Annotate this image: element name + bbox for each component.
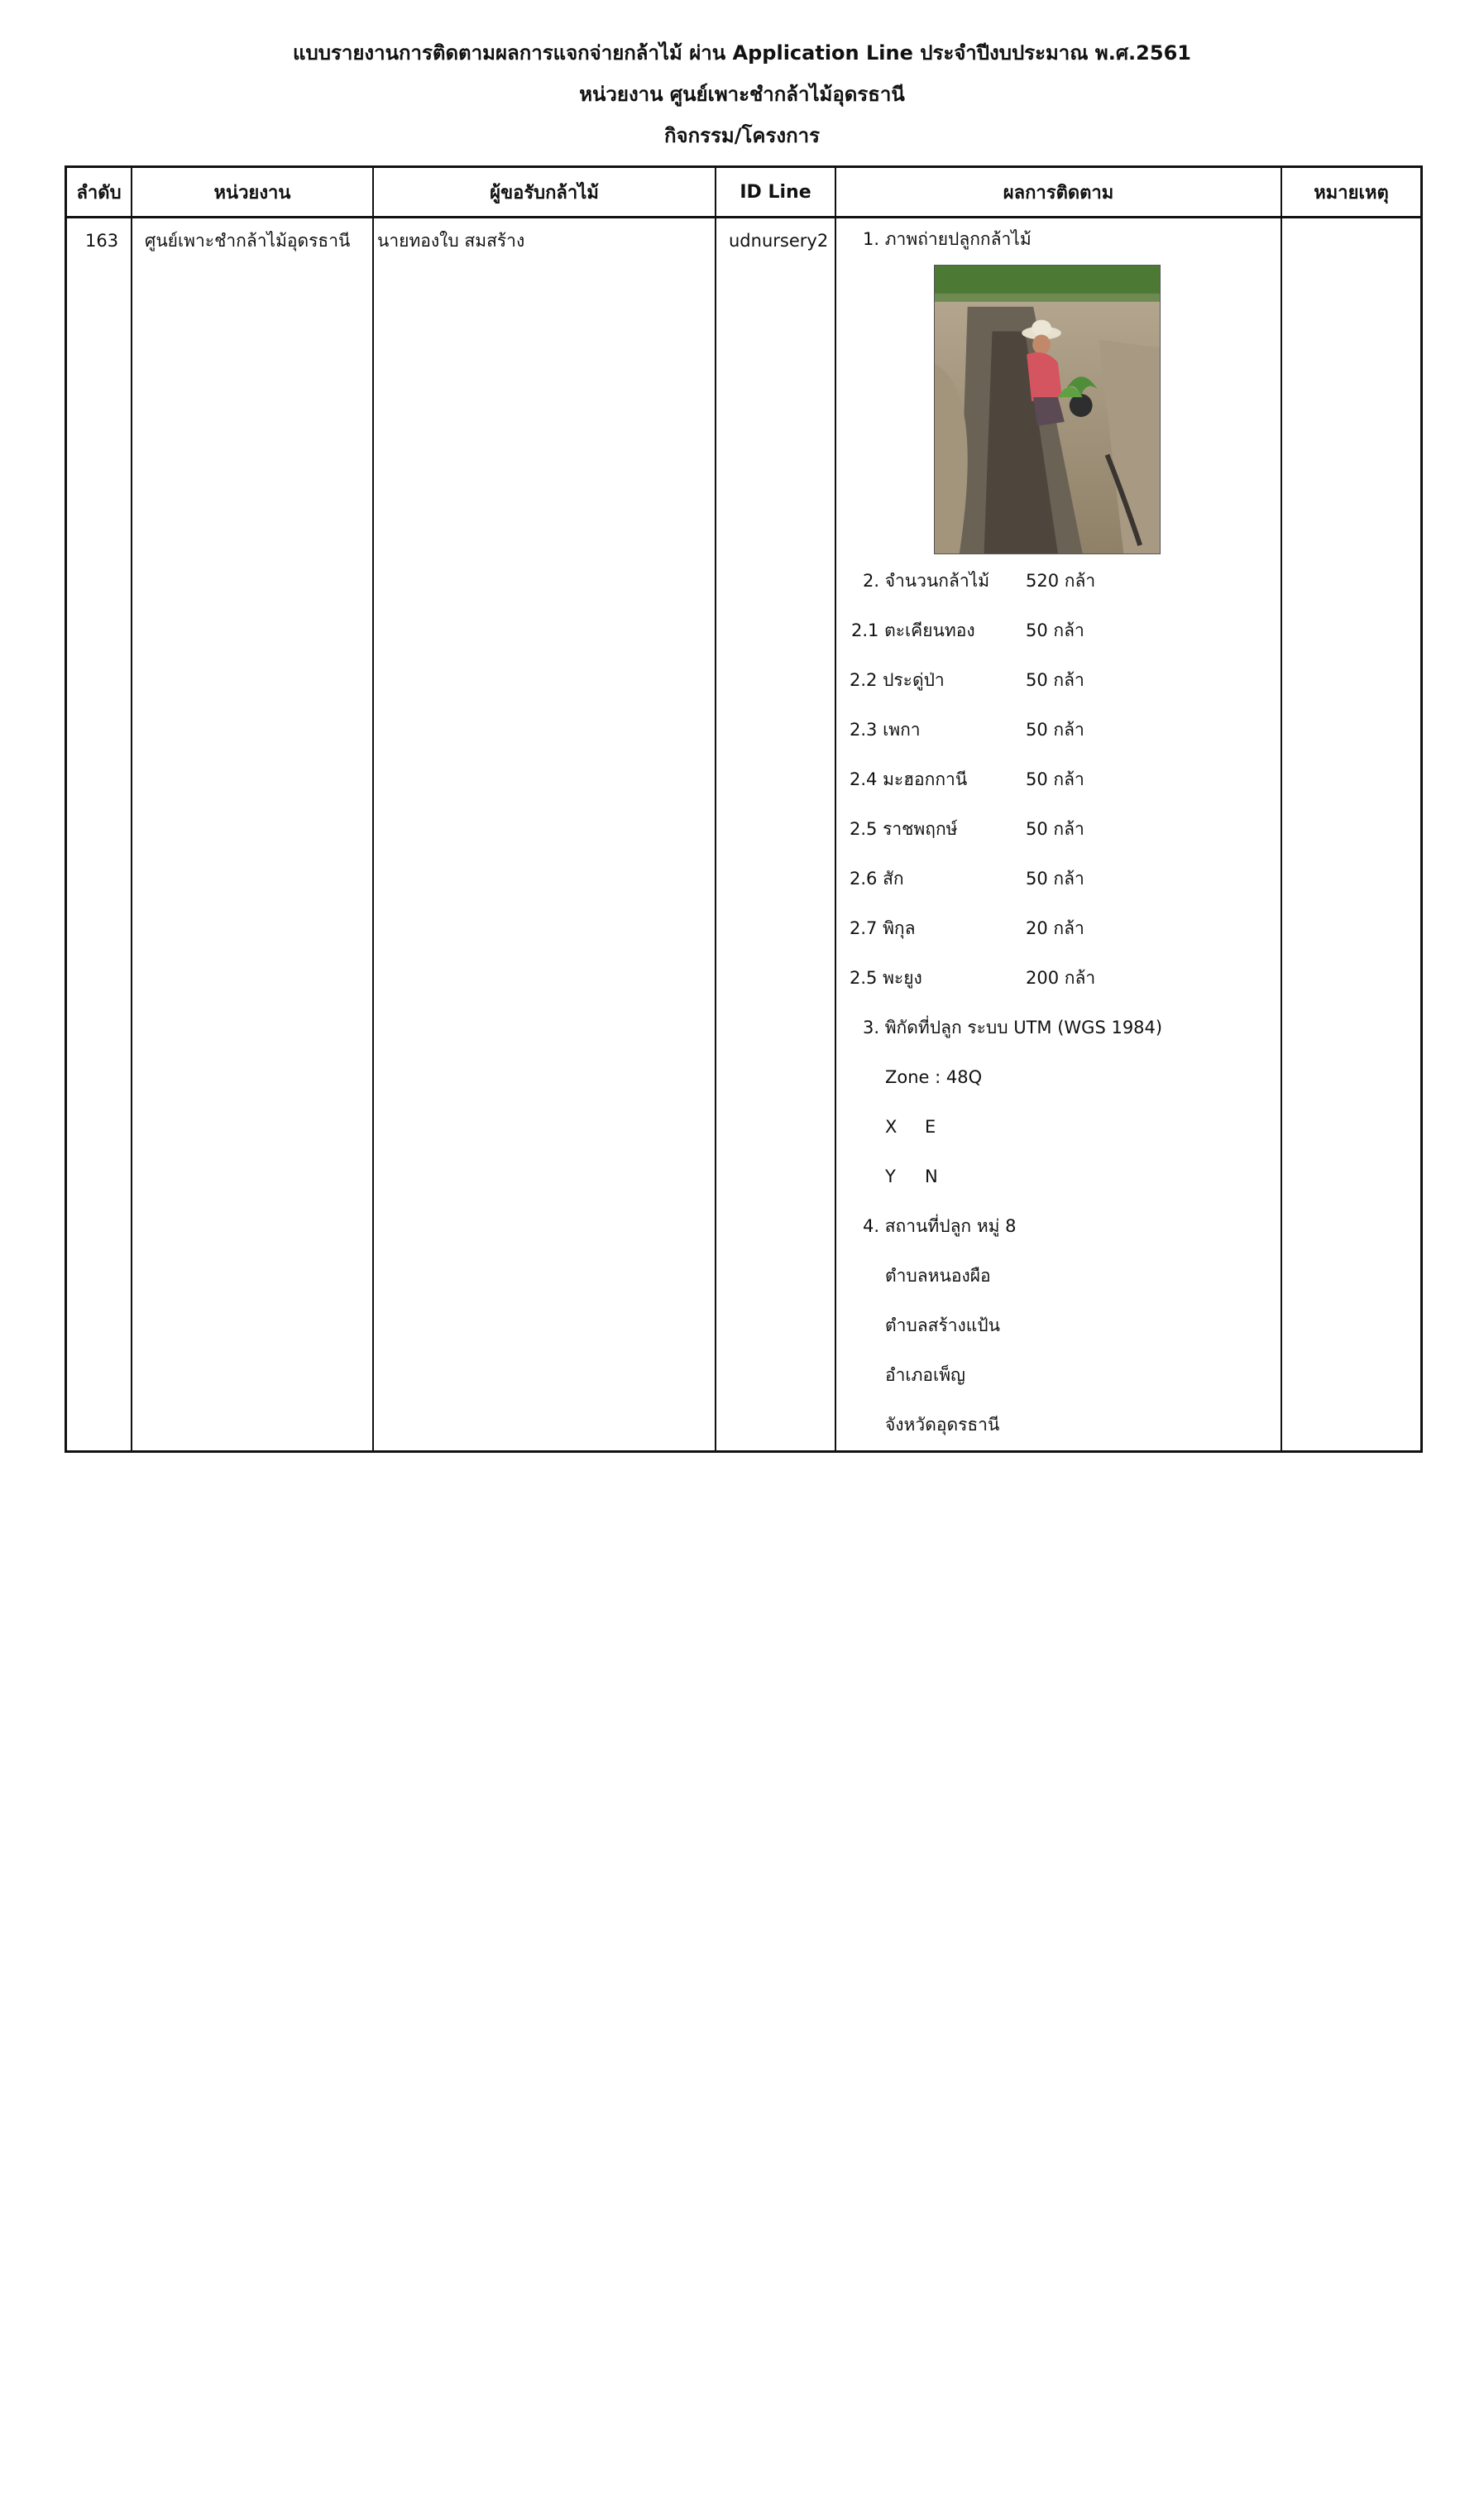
species-qty: 200 กล้า <box>1026 968 1096 988</box>
species-qty: 50 กล้า <box>1026 819 1084 839</box>
location-line: จังหวัดอุดรธานี <box>885 1415 1000 1435</box>
utm-x-value: E <box>925 1117 936 1137</box>
utm-x-label: X <box>885 1117 898 1137</box>
species-name: 2.5 พะยูง <box>850 968 922 988</box>
header-follow-up: ผลการติดตาม <box>1003 182 1114 204</box>
species-name: 2.5 ราชพฤกษ์ <box>850 819 958 839</box>
utm-zone: Zone : 48Q <box>885 1067 983 1087</box>
seedling-count-total: 520 กล้า <box>1026 571 1096 591</box>
header-remarks: หมายเหตุ <box>1314 182 1389 204</box>
report-agency: หน่วยงาน ศูนย์เพาะชำกล้าไม้อุดรธานี <box>579 83 905 106</box>
species-name: 2.6 สัก <box>850 869 904 889</box>
seedling-count-heading: 2. จำนวนกล้าไม้ <box>863 571 990 591</box>
report-table <box>65 165 1423 1453</box>
location-line: ตำบลหนองผือ <box>885 1266 991 1286</box>
row-agency: ศูนย์เพาะชำกล้าไม้อุดรธานี <box>145 231 351 251</box>
report-activity: กิจกรรม/โครงการ <box>664 124 820 147</box>
species-qty: 50 กล้า <box>1026 670 1084 690</box>
row-id-line: udnursery2 <box>729 231 829 251</box>
species-qty: 50 กล้า <box>1026 621 1084 640</box>
species-name: 2.2 ประดู่ป่า <box>850 670 945 690</box>
row-order: 163 <box>85 231 119 251</box>
planting-photo-image <box>935 266 1160 553</box>
location-heading: 4. สถานที่ปลูก หมู่ 8 <box>863 1216 1017 1236</box>
utm-y-label: Y <box>885 1167 896 1186</box>
planting-photo <box>934 265 1161 554</box>
row-recipient: นายทองใบ สมสร้าง <box>377 231 525 251</box>
coordinates-heading: 3. พิกัดที่ปลูก ระบบ UTM (WGS 1984) <box>863 1018 1163 1037</box>
species-qty: 20 กล้า <box>1026 918 1084 938</box>
report-title: แบบรายงานการติดตามผลการแจกจ่ายกล้าไม้ ผ่าน Application Line ประจำปีงบประมาณ พ.ศ.2561 <box>293 41 1191 65</box>
species-name: 2.3 เพกา <box>850 720 921 740</box>
header-recipient: ผู้ขอรับกล้าไม้ <box>490 182 599 204</box>
column-divider <box>715 168 716 1450</box>
utm-y-value: N <box>925 1167 938 1186</box>
header-agency: หน่วยงาน <box>213 182 291 204</box>
location-line: ตำบลสร้างแป้น <box>885 1315 1000 1335</box>
column-divider <box>1281 168 1282 1450</box>
column-divider <box>131 168 132 1450</box>
follow-up-photo-heading: 1. ภาพถ่ายปลูกกล้าไม้ <box>863 229 1032 249</box>
species-name: 2.7 พิกุล <box>850 918 916 938</box>
species-name: 2.4 มะฮอกกานี <box>850 769 968 789</box>
species-qty: 50 กล้า <box>1026 720 1084 740</box>
column-divider <box>835 168 836 1450</box>
location-line: อำเภอเพ็ญ <box>885 1365 965 1385</box>
species-name: 2.1 ตะเคียนทอง <box>851 621 975 640</box>
species-qty: 50 กล้า <box>1026 869 1084 889</box>
header-order: ลำดับ <box>76 182 122 204</box>
header-id-line: ID Line <box>740 181 811 203</box>
report-header <box>0 38 1484 162</box>
column-divider <box>372 168 374 1450</box>
species-qty: 50 กล้า <box>1026 769 1084 789</box>
header-divider <box>67 216 1420 218</box>
